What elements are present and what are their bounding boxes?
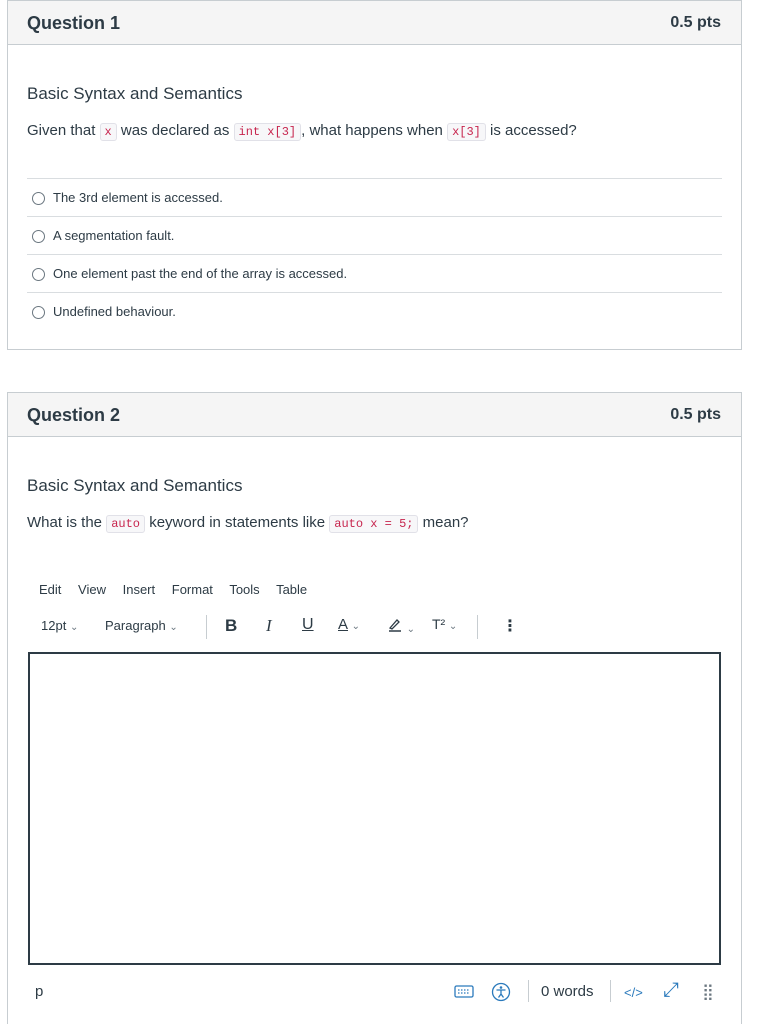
chevron-down-icon: ⌄ [406, 624, 416, 635]
question-1-title: Question 1 [27, 13, 121, 33]
answer-option-4[interactable] [27, 292, 722, 330]
radio-button[interactable] [32, 306, 45, 319]
font-size-dropdown[interactable] [41, 618, 78, 633]
menu-edit[interactable]: Edit [39, 582, 62, 597]
bold-button[interactable]: B [225, 616, 238, 635]
question-1-header [8, 1, 741, 45]
question-text-segment: is accessed? [490, 122, 577, 139]
menu-view[interactable]: View [78, 582, 106, 597]
question-text-segment: mean? [422, 514, 469, 531]
statusbar-divider [610, 980, 611, 1002]
chevron-down-icon: ⌄ [448, 621, 458, 632]
menu-insert[interactable]: Insert [122, 582, 156, 597]
question-text-segment: Given that [27, 122, 96, 139]
radio-button[interactable] [32, 268, 45, 281]
resize-handle-icon[interactable]: ⣿ [702, 984, 714, 1001]
answer-option-3[interactable] [27, 254, 722, 292]
question-text-segment: , what happens when [301, 122, 443, 139]
html-editor-toggle[interactable]: </> [624, 985, 643, 1000]
text-color-icon: A [338, 616, 349, 633]
editor-statusbar [28, 978, 721, 1008]
question-1-points: 0.5 pts [670, 14, 721, 31]
question-1-text [27, 122, 577, 139]
block-format-value: Paragraph [105, 618, 166, 633]
question-1-subtitle: Basic Syntax and Semantics [27, 84, 243, 103]
inline-code: auto [106, 515, 145, 533]
word-count[interactable]: 0 words [541, 983, 594, 1000]
inline-code: int x[3] [234, 123, 302, 141]
keyboard-icon[interactable] [454, 982, 474, 1004]
answer-option-1[interactable] [27, 178, 722, 216]
answer-list [27, 178, 722, 330]
question-2-header [8, 393, 741, 437]
radio-button[interactable] [32, 192, 45, 205]
answer-option-2[interactable] [27, 216, 722, 254]
underline-button[interactable]: U [302, 616, 314, 633]
more-options-button[interactable]: ⋮ [502, 618, 518, 635]
answer-label[interactable]: A segmentation fault. [53, 228, 175, 243]
rich-text-editor-area[interactable] [28, 652, 721, 965]
superscript-icon: T² [432, 616, 446, 632]
highlight-color-button[interactable] [387, 616, 415, 635]
editor-toolbar [41, 615, 521, 639]
answer-label[interactable]: One element past the end of the array is accessed. [53, 266, 348, 281]
menu-table[interactable]: Table [276, 582, 308, 597]
answer-label[interactable]: The 3rd element is accessed. [53, 190, 223, 205]
question-text-segment: What is the [27, 514, 103, 531]
question-2-title: Question 2 [27, 405, 121, 425]
italic-button[interactable]: I [266, 616, 272, 635]
accessibility-icon[interactable] [491, 982, 511, 1006]
element-path[interactable]: p [35, 983, 44, 1000]
superscript-button[interactable] [432, 616, 457, 632]
question-2-points: 0.5 pts [670, 406, 721, 423]
inline-code: x [100, 123, 117, 141]
toolbar-divider [477, 615, 478, 639]
block-format-dropdown[interactable] [105, 618, 178, 633]
chevron-down-icon: ⌄ [169, 622, 178, 633]
menu-tools[interactable]: Tools [229, 582, 260, 597]
question-2-text [27, 514, 469, 531]
chevron-down-icon: ⌄ [351, 621, 361, 632]
highlighter-icon [387, 616, 403, 632]
font-size-value: 12pt [41, 618, 67, 633]
question-2-subtitle: Basic Syntax and Semantics [27, 476, 243, 495]
inline-code: auto x = 5; [329, 515, 418, 533]
editor-menubar [39, 582, 320, 597]
fullscreen-icon[interactable]: ⤢ [663, 979, 679, 1001]
menu-format[interactable]: Format [171, 582, 213, 597]
question-2-card [7, 392, 742, 1024]
inline-code: x[3] [447, 123, 486, 141]
question-text-segment: was declared as [120, 122, 230, 139]
answer-label[interactable]: Undefined behaviour. [53, 304, 176, 319]
radio-button[interactable] [32, 230, 45, 243]
question-1-card [7, 0, 742, 350]
chevron-down-icon: ⌄ [69, 622, 79, 633]
question-text-segment: keyword in statements like [149, 514, 326, 531]
toolbar-divider [206, 615, 207, 639]
statusbar-divider [528, 980, 529, 1002]
text-color-button[interactable] [338, 616, 360, 633]
